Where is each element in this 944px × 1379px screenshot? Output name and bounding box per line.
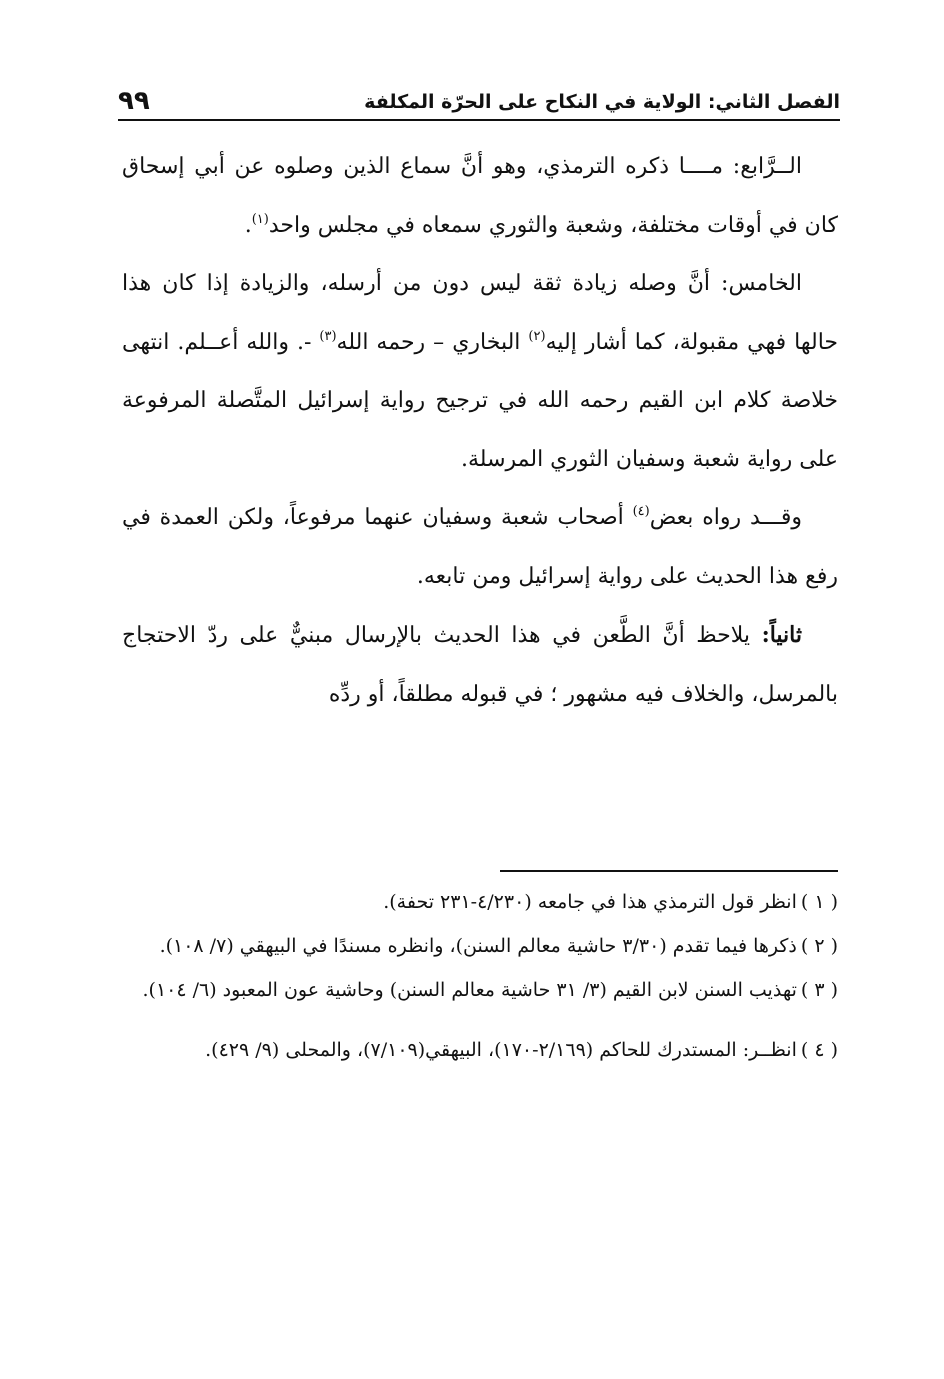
- footnote-ref-4[interactable]: (٤): [632, 504, 650, 519]
- footnote-separator: [500, 870, 838, 872]
- footnote-mark: ( ٤ ): [800, 1039, 838, 1061]
- paragraph-text: يلاحظ أنَّ الطَّعن في هذا الحديث بالإرسال مبنيٌّ على ردّ الاحتجاج بالمرسل، والخلاف فيه مشهور ؛ في قبوله مطلقاً، أو ردِّه: [122, 623, 838, 707]
- footnote-4: [114, 1028, 838, 1072]
- paragraph-lead: ثانياً:: [761, 622, 802, 648]
- paragraph-text-part2: البخاري – رحمه الله: [336, 329, 529, 355]
- footnote-1: [114, 880, 838, 924]
- paragraph-text-part1: الخامس: أنَّ وصله زيادة ثقة ليس دون من أرسله، والزيادة إذا كان هذا حالها فهي مقبولة، كما أشار إليه: [122, 271, 838, 355]
- footnote-text: تهذيب السنن لابن القيم (٣/ ٣١ حاشية معالم السنن) وحاشية عون المعبود (٦/ ١٠٤).: [142, 979, 797, 1001]
- footnote-mark: ( ١ ): [800, 891, 838, 913]
- paragraph-text-part2: أصحاب شعبة وسفيان عنهما مرفوعاً، ولكن العمدة في رفع هذا الحديث على رواية إسرائيل ومن تابعه.: [122, 505, 838, 589]
- paragraph-text: الــرَّابع: مــــا ذكره الترمذي، وهو أنَّ سماع الذين وصلوه عن أبي إسحاق كان في أوقات مختلفة، وشعبة والثوري سمعاه في مجلس واحد: [122, 154, 838, 238]
- paragraph-narration: [122, 489, 838, 606]
- paragraph-fifth-reason: [122, 255, 838, 489]
- main-text: [122, 138, 838, 724]
- chapter-title: الفصل الثاني: الولاية في النكاح على الحرّة المكلفة: [364, 91, 840, 113]
- paragraph-text-part1: وقـــد رواه بعض: [649, 505, 802, 530]
- footnote-mark: ( ٣ ): [800, 979, 838, 1001]
- footnote-3: [114, 968, 838, 1012]
- paragraph-fourth-reason: [122, 138, 838, 255]
- footnote-2: [114, 924, 838, 968]
- footnote-mark: ( ٢ ): [800, 935, 838, 957]
- paragraph-text-part3: -. والله أعــلم. انتهى خلاصة كلام ابن القيم رحمه الله في ترجيح رواية إسرائيل المتَّصلة المرفوعة على رواية شعبة وسفيان الثوري المرسلة.: [122, 329, 838, 472]
- paragraph-second-point: [122, 606, 838, 724]
- paragraph-tail: .: [244, 212, 252, 238]
- footnote-text: ذكرها فيما تقدم (٣/٣٠ حاشية معالم السنن)، وانظره مسندًا في البيهقي (٧/ ١٠٨).: [159, 935, 797, 957]
- page-number: ٩٩: [118, 86, 150, 116]
- footnote-ref-3[interactable]: (٣): [319, 328, 337, 344]
- running-header: [118, 82, 840, 116]
- footnote-text: انظــر: المستدرك للحاكم (٢/١٦٩-١٧٠)، البيهقي(٧/١٠٩)، والمحلى (٩/ ٤٢٩).: [205, 1039, 797, 1061]
- footnote-text: انظر قول الترمذي هذا في جامعه (٤/٢٣٠-٢٣١ تحفة).: [383, 891, 797, 913]
- header-rule: [118, 119, 840, 121]
- footnote-ref-2[interactable]: (٢): [528, 328, 546, 344]
- footnote-ref-1[interactable]: (١): [251, 211, 269, 227]
- footnotes-section: [114, 880, 838, 1072]
